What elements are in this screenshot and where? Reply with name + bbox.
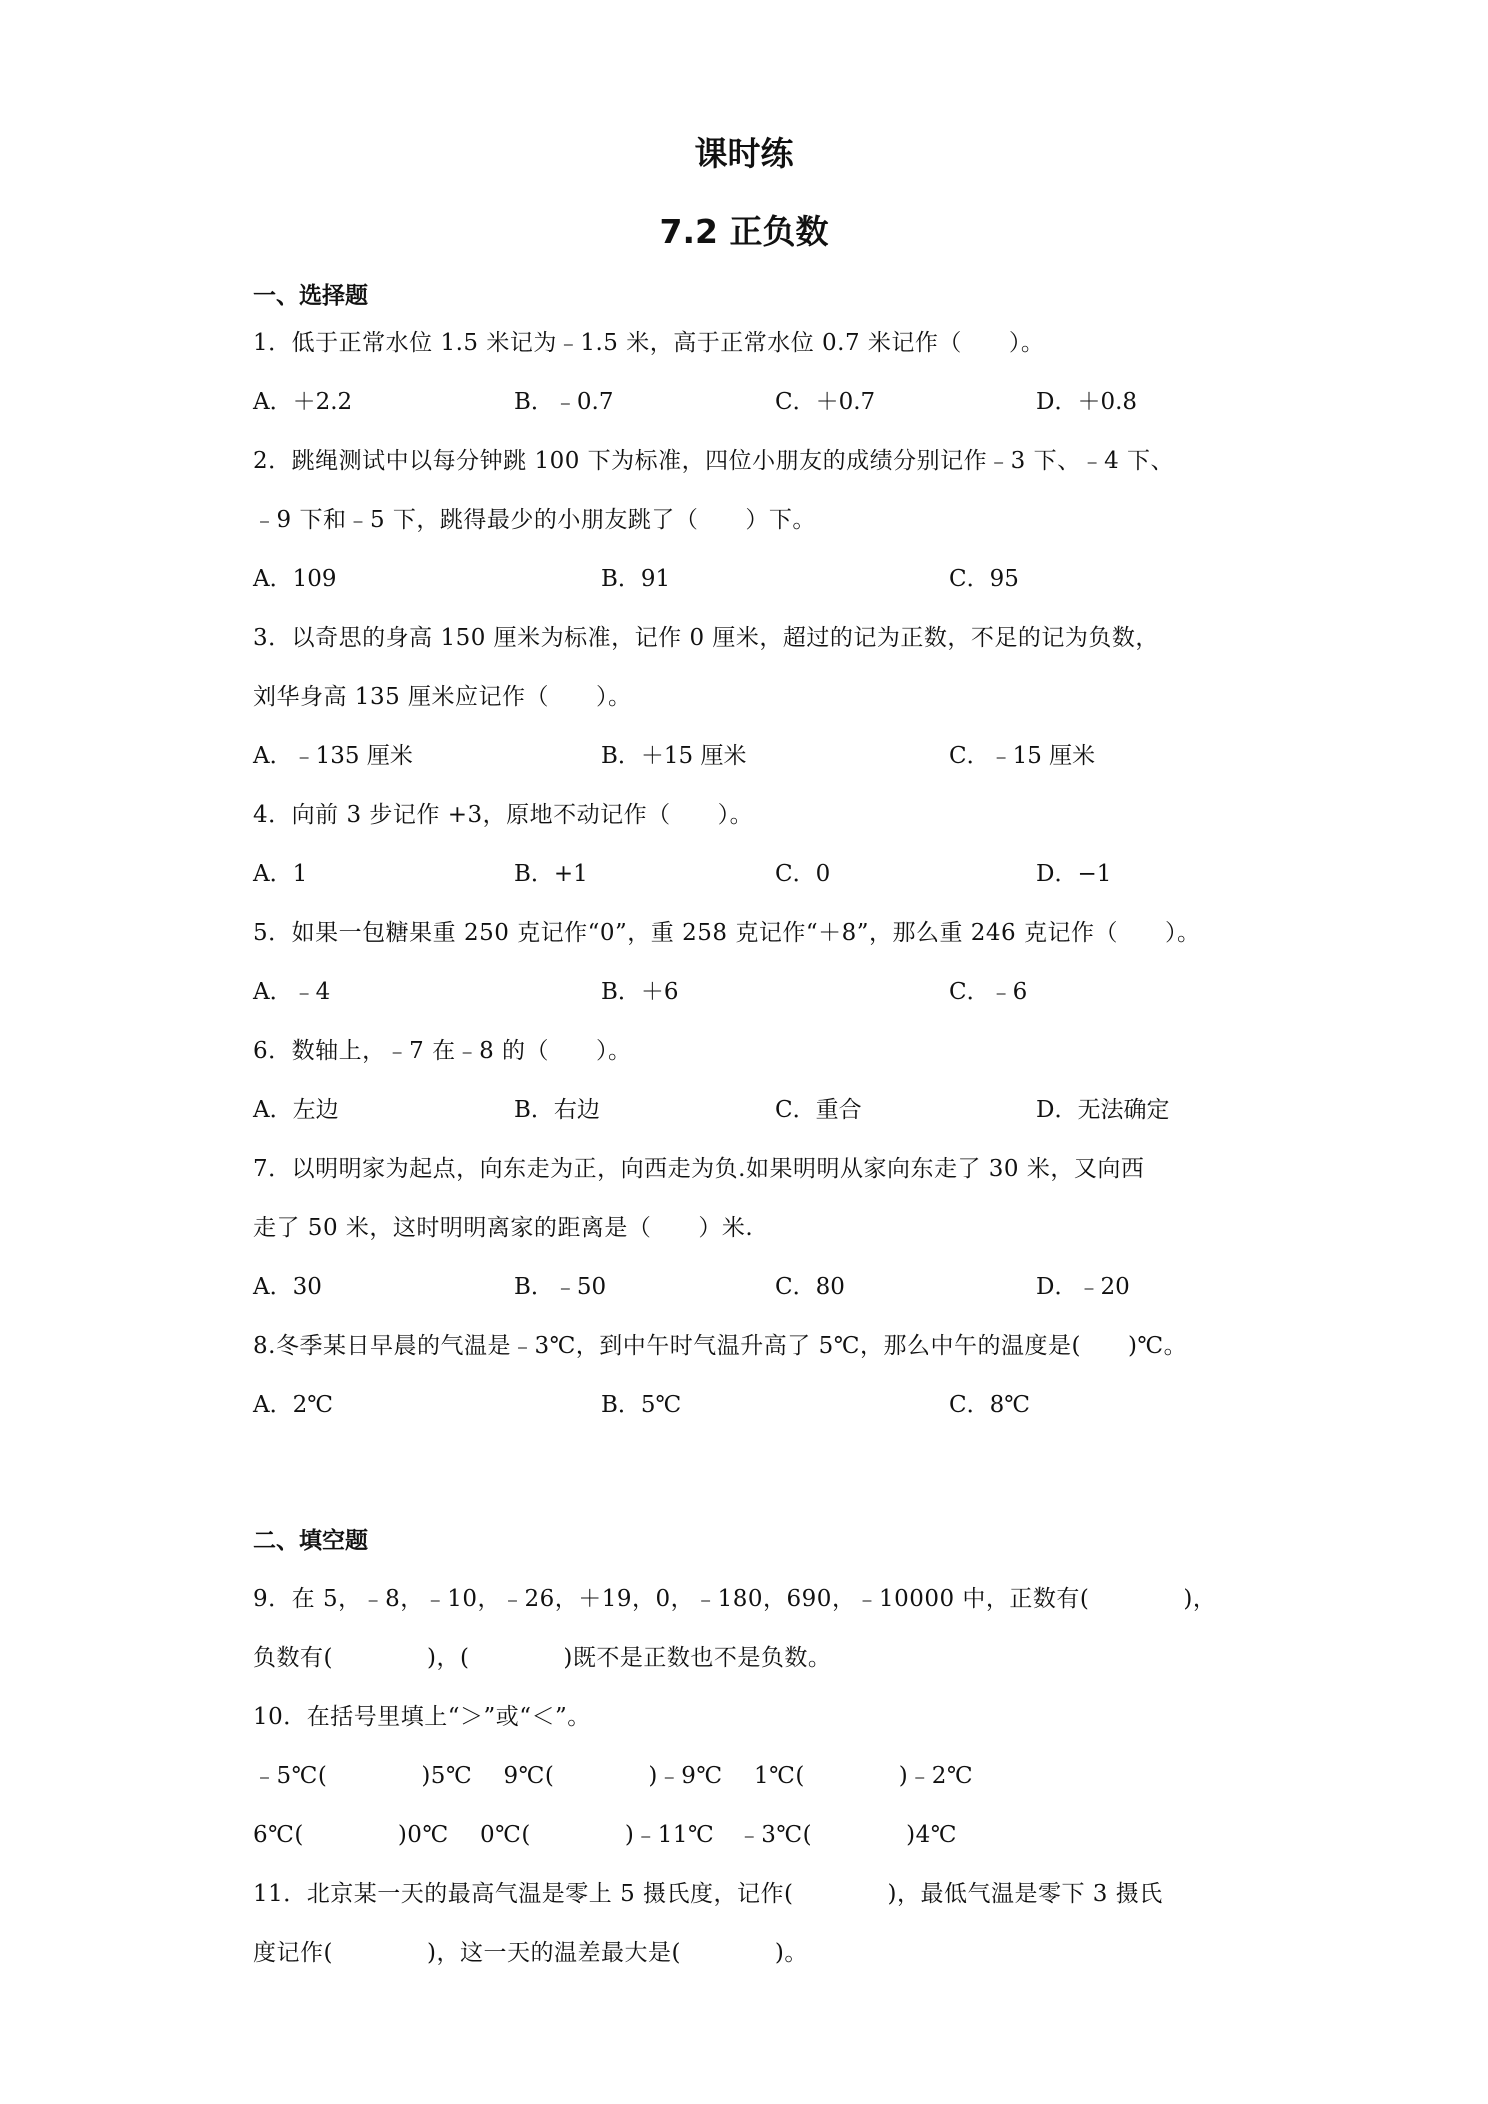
question-1-stem: 1．低于正常水位 1.5 米记为﹣1.5 米，高于正常水位 0.7 米记作（ ）。 — [253, 330, 1045, 356]
section-heading-fill-blank: 二、填空题 — [253, 1528, 368, 1554]
q6-option-a: A．左边 — [253, 1097, 339, 1123]
q3-option-b: B．＋15 厘米 — [601, 743, 747, 769]
q3-option-c: C．﹣15 厘米 — [949, 743, 1096, 769]
q7-option-b: B．﹣50 — [514, 1274, 607, 1300]
lesson-title: 7.2 正负数 — [659, 212, 829, 251]
question-2-stem-line2: ﹣9 下和﹣5 下，跳得最少的小朋友跳了（ ）下。 — [253, 507, 816, 533]
question-8-stem: 8.冬季某日早晨的气温是﹣3℃，到中午时气温升高了 5℃，那么中午的温度是( )℃。 — [253, 1333, 1188, 1359]
question-7-stem-line1: 7．以明明家为起点，向东走为正，向西走为负.如果明明从家向东走了 30 米，又向西 — [253, 1156, 1145, 1182]
q6-option-c: C．重合 — [775, 1097, 862, 1123]
q4-option-a: A．1 — [253, 861, 308, 887]
q2-option-a: A．109 — [253, 566, 337, 592]
question-10-row-1: ﹣5℃( )5℃ 9℃( )﹣9℃ 1℃( )﹣2℃ — [253, 1763, 974, 1789]
q1-option-d: D．＋0.8 — [1036, 389, 1138, 415]
q2-option-b: B．91 — [601, 566, 671, 592]
question-11-stem-line1: 11．北京某一天的最高气温是零上 5 摄氏度，记作( )，最低气温是零下 3 摄氏 — [253, 1881, 1163, 1907]
q1-option-b: B．﹣0.7 — [514, 389, 614, 415]
question-2-stem-line1: 2．跳绳测试中以每分钟跳 100 下为标准，四位小朋友的成绩分别记作﹣3 下、﹣4 下、 — [253, 448, 1175, 474]
q5-option-b: B．＋6 — [601, 979, 679, 1005]
q2-option-c: C．95 — [949, 566, 1019, 592]
question-5-stem: 5．如果一包糖果重 250 克记作“0”，重 258 克记作“＋8”，那么重 246 克记作（ ）。 — [253, 920, 1201, 946]
q3-option-a: A．﹣135 厘米 — [253, 743, 413, 769]
q8-option-b: B．5℃ — [601, 1392, 682, 1418]
question-10-row-2: 6℃( )0℃ 0℃( )﹣11℃ ﹣3℃( )4℃ — [253, 1822, 957, 1848]
question-10-stem: 10．在括号里填上“＞”或“＜”。 — [253, 1704, 591, 1730]
q6-option-b: B．右边 — [514, 1097, 600, 1123]
question-6-stem: 6．数轴上，﹣7 在﹣8 的（ ）。 — [253, 1038, 632, 1064]
q8-option-c: C．8℃ — [949, 1392, 1030, 1418]
q4-option-b: B．+1 — [514, 861, 588, 887]
section-heading-choice: 一、选择题 — [253, 283, 368, 309]
question-9-stem-line2: 负数有( )，( )既不是正数也不是负数。 — [253, 1645, 832, 1671]
q1-option-a: A．＋2.2 — [253, 389, 353, 415]
q5-option-a: A．﹣4 — [253, 979, 331, 1005]
question-11-stem-line2: 度记作( )，这一天的温差最大是( )。 — [253, 1940, 808, 1966]
q4-option-d: D．−1 — [1036, 861, 1112, 887]
q7-option-d: D．﹣20 — [1036, 1274, 1130, 1300]
q1-option-c: C．＋0.7 — [775, 389, 876, 415]
worksheet-title: 课时练 — [694, 134, 794, 173]
q7-option-a: A．30 — [253, 1274, 322, 1300]
q4-option-c: C．0 — [775, 861, 831, 887]
q5-option-c: C．﹣6 — [949, 979, 1028, 1005]
question-3-stem-line2: 刘华身高 135 厘米应记作（ ）。 — [253, 684, 632, 710]
q7-option-c: C．80 — [775, 1274, 845, 1300]
question-4-stem: 4．向前 3 步记作 +3，原地不动记作（ ）。 — [253, 802, 754, 828]
q8-option-a: A．2℃ — [253, 1392, 333, 1418]
question-9-stem-line1: 9．在 5，﹣8，﹣10，﹣26，＋19，0，﹣180，690，﹣10000 中，正数有( )， — [253, 1586, 1217, 1612]
question-7-stem-line2: 走了 50 米，这时明明离家的距离是（ ）米. — [253, 1215, 754, 1241]
q6-option-d: D．无法确定 — [1036, 1097, 1170, 1123]
question-3-stem-line1: 3．以奇思的身高 150 厘米为标准，记作 0 厘米，超过的记为正数，不足的记为负数， — [253, 625, 1159, 651]
